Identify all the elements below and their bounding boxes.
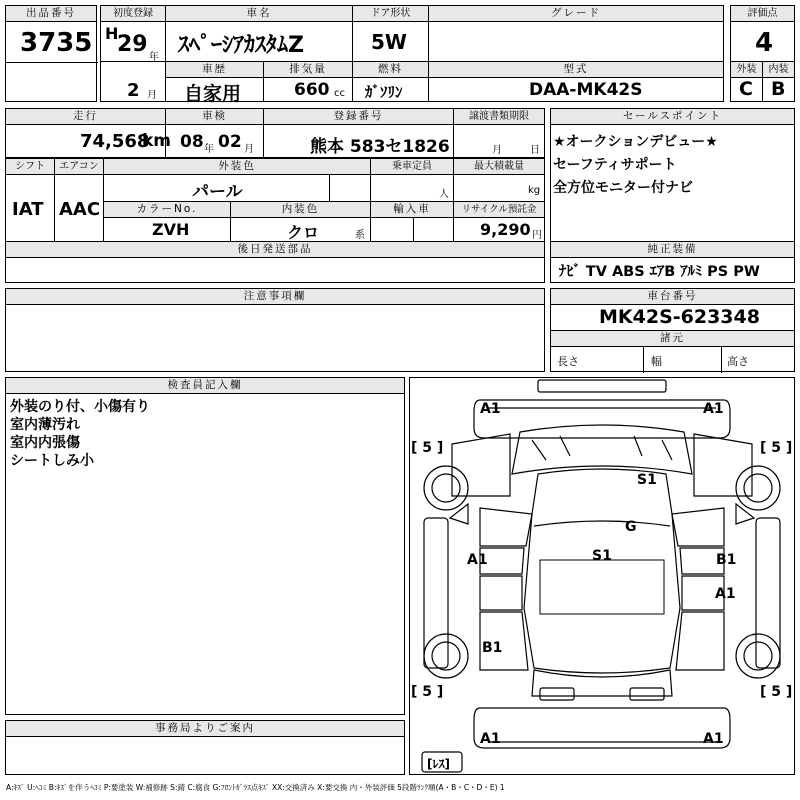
notes-cell	[5, 288, 545, 372]
tire-rear-right: [ 5 ]	[760, 684, 793, 700]
length-label: 長さ	[557, 355, 579, 368]
exterior-grade: C	[739, 78, 753, 100]
displacement-label: 排気量	[264, 62, 352, 78]
car-diagram	[410, 378, 794, 774]
interior-color-unit: 系	[355, 230, 365, 241]
score-label: 評価点	[731, 6, 794, 22]
sales-point-2: セーフティサポート	[553, 157, 677, 173]
registration-month-cell	[100, 61, 166, 102]
later-parts-label: 後日発送部品	[6, 242, 544, 258]
car-diagram-box	[409, 377, 795, 775]
damage-legend: A:ｷｽﾞ U:ﾍｺﾐ B:ｷｽﾞを伴うﾍｺﾐ P:要塗装 W:補修跡 S:錆 C:腐食 G:ﾌﾛﾝﾄｶﾞﾗｽ点ｷｽﾞ XX:交換済み X:要交換 内・外装評価 5段階ﾗﾝｸ順(A・B・C・D・E) 1	[6, 783, 505, 792]
inspector-note-2: 室内薄汚れ	[10, 417, 80, 433]
transfer-month-unit: 月	[492, 145, 502, 156]
fuel-label: 燃料	[353, 62, 428, 78]
displacement-value: 660	[294, 80, 330, 100]
inspector-notes-cell	[5, 377, 405, 715]
interior-color: クロ	[287, 223, 320, 242]
history-cell	[165, 61, 264, 105]
interior-grade-label: 内装	[763, 62, 794, 78]
shift-value: IAT	[12, 199, 44, 220]
fuel-cell	[352, 61, 429, 102]
tire-rear-left: [ 5 ]	[411, 684, 444, 700]
width-label: 幅	[651, 355, 662, 368]
sales-point-3: 全方位モニター付ナビ	[553, 180, 693, 196]
damage-mark-right-rear: A1	[715, 586, 736, 602]
damage-mark-glass: G	[625, 519, 637, 535]
max-load-unit: kg	[528, 185, 541, 196]
fuel-value: ｶﾞｿﾘﾝ	[365, 83, 403, 101]
history-label: 車歴	[166, 62, 263, 78]
recycle-label: リサイクル預託金	[454, 202, 544, 218]
model-cell	[428, 61, 724, 102]
specs-label: 諸元	[551, 331, 794, 347]
ac-value: AAC	[59, 199, 101, 220]
ac-cell	[54, 158, 104, 242]
tire-front-left: [ 5 ]	[411, 440, 444, 456]
equipment-cell	[550, 241, 795, 283]
year-unit: 年	[149, 52, 159, 63]
tire-front-right: [ 5 ]	[760, 440, 793, 456]
history-value: 自家用	[184, 83, 242, 105]
import-cell	[370, 201, 454, 242]
color-number-label: カラーNo.	[104, 202, 230, 218]
specs-cell	[550, 330, 795, 372]
height-label: 高さ	[727, 355, 749, 368]
interior-color-label: 内装色	[231, 202, 370, 218]
recycle-unit: 円	[532, 230, 542, 241]
chassis-number: MK42S-623348	[599, 306, 760, 328]
era-letter: H	[105, 24, 119, 43]
lot-number-label: 出品番号	[6, 6, 96, 22]
score-cell	[730, 5, 795, 62]
office-notes-cell	[5, 720, 405, 775]
interior-color-cell	[230, 201, 371, 242]
later-parts-cell	[5, 241, 545, 283]
car-name-cell	[165, 5, 353, 62]
max-load-cell	[453, 158, 545, 202]
score-value: 4	[755, 28, 774, 58]
equipment-list: ﾅﾋﾞ TV ABS ｴｱB ｱﾙﾐ PS PW	[559, 264, 760, 280]
color-number-cell	[103, 201, 231, 242]
spare-tire-mark: [ﾚｽ]	[427, 757, 450, 771]
interior-grade-cell	[762, 61, 795, 102]
sales-points-cell	[550, 108, 795, 242]
inspection-year-unit: 年	[204, 144, 214, 155]
inspection-month: 02	[218, 132, 242, 152]
import-label: 輸入車	[371, 202, 453, 218]
grade-label: グレード	[429, 6, 723, 22]
capacity-unit: 人	[439, 189, 449, 200]
exterior-grade-cell	[730, 61, 763, 102]
damage-mark-front-right: A1	[703, 401, 724, 417]
shift-label: シフト	[6, 159, 54, 175]
inspector-note-1: 外装のり付、小傷有り	[10, 399, 150, 415]
damage-mark-roof: S1	[592, 548, 612, 564]
damage-mark-windshield: S1	[637, 472, 657, 488]
chassis-cell	[550, 288, 795, 331]
model-label: 型式	[429, 62, 723, 78]
damage-mark-rear-right: A1	[703, 731, 724, 747]
inspection-year: 08	[180, 132, 204, 152]
damage-mark-rear-left: A1	[480, 731, 501, 747]
car-name-label: 車名	[166, 6, 352, 22]
shift-cell	[5, 158, 55, 242]
transfer-deadline-label: 譲渡書類期限	[454, 109, 544, 125]
exterior-grade-label: 外装	[731, 62, 762, 78]
inspector-note-4: シートしみ小	[10, 453, 94, 469]
first-registration-label: 初度登録	[101, 6, 165, 22]
transfer-deadline-cell	[453, 108, 545, 158]
inspection-cell	[165, 108, 264, 158]
ac-label: エアコン	[55, 159, 103, 175]
inspection-label: 車検	[166, 109, 263, 125]
exterior-color-label: 外装色	[104, 159, 370, 175]
inspector-note-3: 室内内張傷	[10, 435, 80, 451]
damage-mark-front-left: A1	[480, 401, 501, 417]
car-name: ｽﾍﾟｰｼｱｶｽﾀﾑZ	[178, 33, 304, 58]
grade-cell	[428, 5, 724, 62]
model-value: DAA-MK42S	[529, 80, 643, 100]
capacity-cell	[370, 158, 454, 202]
month-unit: 月	[147, 90, 157, 101]
mileage-value: 74,568	[80, 131, 150, 152]
lot-number-cell	[5, 5, 97, 102]
mileage-cell	[5, 108, 172, 158]
first-registration-cell	[100, 5, 166, 62]
registration-year: 29	[117, 32, 148, 57]
exterior-color: パール	[192, 182, 243, 202]
equipment-label: 純正装備	[551, 242, 794, 258]
capacity-label: 乗車定員	[371, 159, 453, 175]
inspector-notes-label: 検査員記入欄	[6, 378, 404, 394]
lot-number: 3735	[20, 28, 93, 58]
door-cell	[352, 5, 429, 62]
mileage-label: 走行	[6, 109, 165, 125]
plate-label: 登録番号	[264, 109, 453, 125]
exterior-color-cell	[103, 158, 371, 202]
inspection-month-unit: 月	[244, 144, 254, 155]
transfer-day-unit: 日	[530, 145, 540, 156]
plate-cell	[263, 108, 454, 158]
mileage-unit: km	[142, 131, 172, 151]
recycle-cell	[453, 201, 545, 242]
door-type: 5W	[371, 30, 407, 54]
plate-number: 熊本 583セ1826	[310, 137, 450, 157]
color-number: ZVH	[152, 220, 190, 239]
damage-mark-right-door: B1	[716, 552, 737, 568]
displacement-cell	[263, 61, 353, 102]
sales-point-1: ★オークションデビュー★	[553, 134, 718, 150]
door-label: ドア形状	[353, 6, 428, 22]
displacement-unit: cc	[334, 88, 345, 99]
damage-mark-left-rear: B1	[482, 640, 503, 656]
recycle-fee: 9,290	[480, 220, 531, 239]
registration-month: 2	[127, 80, 140, 101]
office-notes-label: 事務局よりご案内	[6, 721, 404, 737]
max-load-label: 最大積載量	[454, 159, 544, 175]
damage-mark-left-side: A1	[467, 552, 488, 568]
sales-points-label: セールスポイント	[551, 109, 794, 125]
notes-label: 注意事項欄	[6, 289, 544, 305]
interior-grade: B	[771, 78, 786, 100]
chassis-label: 車台番号	[551, 289, 794, 305]
